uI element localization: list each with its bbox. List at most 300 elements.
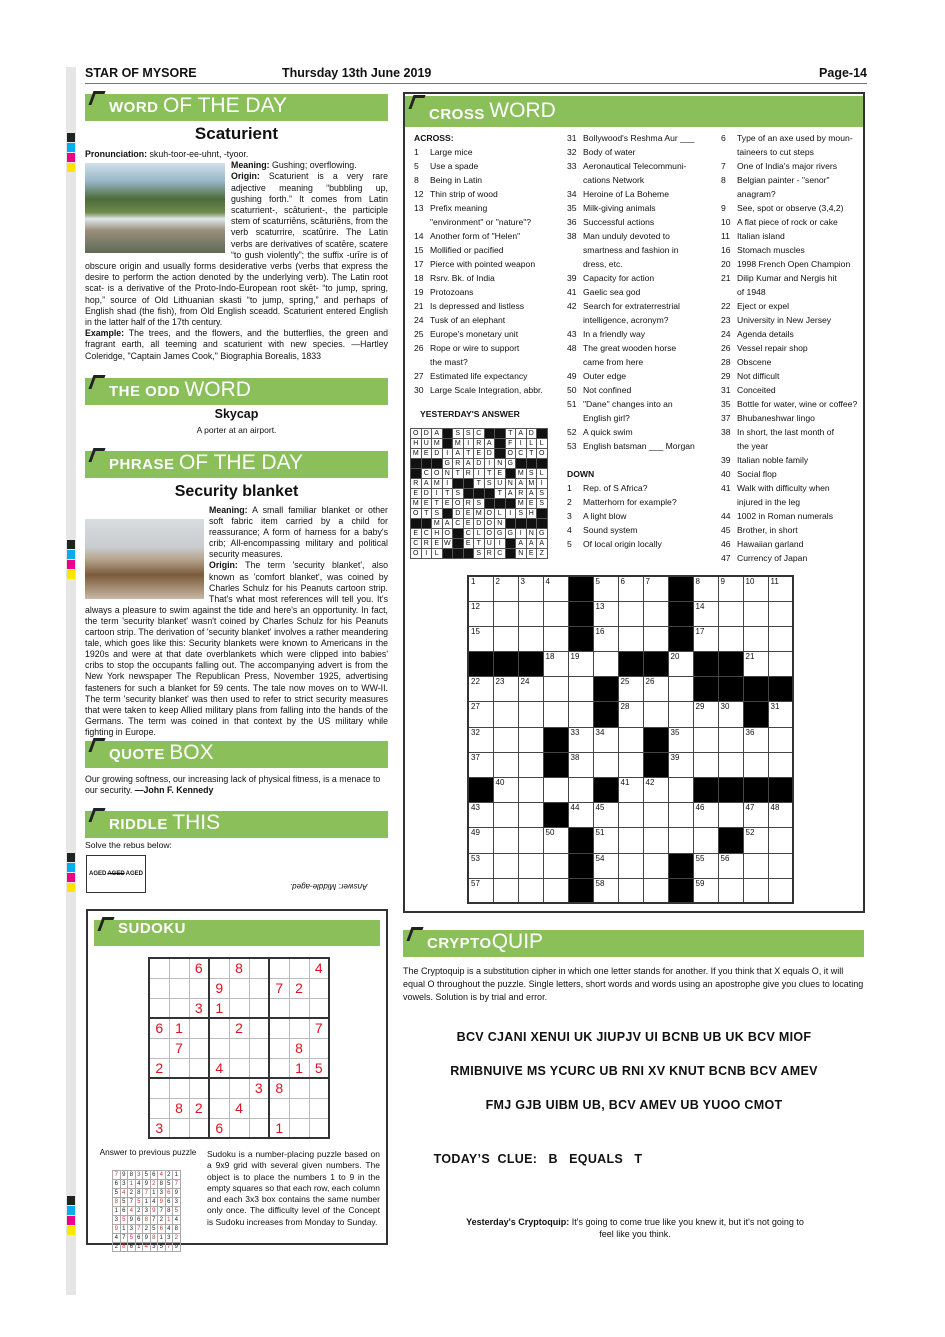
sudoku-answer-cell: 9 (158, 1198, 166, 1207)
crossword-cell[interactable] (493, 727, 518, 752)
crossword-cell[interactable]: 51 (593, 828, 618, 853)
crossword-cell[interactable] (518, 626, 543, 651)
crossword-cell[interactable] (518, 727, 543, 752)
sudoku-cell[interactable] (269, 1018, 289, 1038)
clue: 46 Hawaiian garland (721, 539, 804, 549)
crossword-cell[interactable]: 12 (468, 601, 493, 626)
sudoku-cell[interactable] (309, 1038, 329, 1058)
sudoku-cell[interactable] (149, 1038, 169, 1058)
yesterday-cell: H (526, 509, 537, 519)
sudoku-banner: SUDOKU (94, 920, 380, 946)
crossword-cell[interactable] (743, 752, 768, 777)
sudoku-cell[interactable] (269, 1038, 289, 1058)
sudoku-cell[interactable] (209, 1038, 229, 1058)
crossword-cell[interactable]: 25 (618, 677, 643, 702)
sudoku-cell[interactable] (249, 958, 269, 978)
crossword-cell[interactable] (693, 828, 718, 853)
phrase-photo (85, 519, 204, 599)
yesterday-cell: E (463, 519, 474, 529)
crossword-cell[interactable] (618, 601, 643, 626)
crossword-cell[interactable] (643, 803, 668, 828)
crossword-black-cell (668, 576, 693, 601)
crossword-cell[interactable]: 29 (693, 702, 718, 727)
crossword-cell[interactable] (518, 702, 543, 727)
sudoku-cell[interactable] (169, 1078, 189, 1098)
crossword-cell[interactable] (768, 853, 793, 878)
sudoku-cell[interactable] (189, 1058, 209, 1078)
sudoku-cell[interactable]: 3 (249, 1078, 269, 1098)
crossword-cell[interactable] (668, 828, 693, 853)
crossword-black-cell (693, 677, 718, 702)
sudoku-cell[interactable] (209, 1018, 229, 1038)
sudoku-cell[interactable]: 6 (209, 1118, 229, 1138)
down-column (721, 131, 863, 565)
crossword-cell[interactable] (493, 853, 518, 878)
crossword-cell[interactable] (718, 727, 743, 752)
sudoku-cell[interactable] (189, 1038, 209, 1058)
crossword-cell[interactable]: 46 (693, 803, 718, 828)
crossword-cell[interactable] (518, 828, 543, 853)
crossword-cell[interactable]: 41 (618, 778, 643, 803)
crossword-cell[interactable] (768, 626, 793, 651)
crossword-cell[interactable] (493, 878, 518, 903)
crossword-cell[interactable] (718, 626, 743, 651)
crossword-cell[interactable] (493, 803, 518, 828)
crossword-cell[interactable] (568, 677, 593, 702)
crossword-cell[interactable]: 47 (743, 803, 768, 828)
sudoku-cell[interactable] (289, 958, 309, 978)
crossword-cell[interactable] (518, 752, 543, 777)
sudoku-cell[interactable]: 4 (229, 1098, 249, 1118)
crossword-cell[interactable] (618, 853, 643, 878)
yesterday-cell: S (453, 429, 464, 439)
crossword-cell[interactable] (593, 752, 618, 777)
sudoku-cell[interactable] (309, 978, 329, 998)
crossword-cell[interactable]: 43 (468, 803, 493, 828)
crossword-black-cell (743, 778, 768, 803)
sudoku-cell[interactable] (169, 958, 189, 978)
sudoku-answer-cell: 8 (165, 1207, 173, 1216)
clue: 26 Rope or wire to support (414, 343, 520, 353)
sudoku-cell[interactable]: 1 (209, 998, 229, 1018)
crossword-cell[interactable]: 35 (668, 727, 693, 752)
clue: 43 In a friendly way (567, 329, 646, 339)
yesterday-cell: E (421, 499, 432, 509)
sudoku-cell[interactable]: 2 (229, 1018, 249, 1038)
crossword-cell[interactable] (493, 626, 518, 651)
yesterday-cell: M (516, 499, 527, 509)
sudoku-cell[interactable] (189, 978, 209, 998)
sudoku-cell[interactable] (209, 1078, 229, 1098)
clue: 51 "Dane" changes into an (567, 399, 673, 409)
yesterday-cell (411, 459, 422, 469)
yesterday-cell: W (443, 540, 451, 547)
sudoku-cell[interactable]: 7 (309, 1018, 329, 1038)
yesterday-cell (453, 529, 464, 539)
crossword-cell[interactable]: 7 (643, 576, 668, 601)
crossword-cell[interactable] (643, 601, 668, 626)
sudoku-cell[interactable] (249, 1018, 269, 1038)
crossword-cell[interactable]: 31 (768, 702, 793, 727)
yesterday-cell: S (432, 509, 443, 519)
sudoku-cell[interactable] (169, 978, 189, 998)
crossword-cell[interactable] (693, 727, 718, 752)
crossword-cell[interactable]: 15 (468, 626, 493, 651)
cipher-line-3: FMJ GJB UIBM UB, BCV AMEV UB YUOO CMOT (485, 1098, 783, 1112)
crossword-cell[interactable]: 22 (468, 677, 493, 702)
crossword-cell[interactable] (718, 601, 743, 626)
crossword-cell[interactable] (743, 626, 768, 651)
crossword-cell[interactable] (618, 828, 643, 853)
clue: 25 Europe's monetary unit (414, 329, 519, 339)
sudoku-cell[interactable] (289, 1098, 309, 1118)
crossword-cell[interactable]: 45 (593, 803, 618, 828)
crossword-cell[interactable]: 18 (543, 652, 568, 677)
sudoku-answer-cell: 1 (128, 1180, 136, 1189)
clue: 39 Italian noble family (721, 455, 809, 465)
sudoku-cell[interactable] (249, 998, 269, 1018)
sudoku-cell[interactable] (289, 1018, 309, 1038)
crossword-cell[interactable] (768, 878, 793, 903)
crossword-cell[interactable]: 32 (468, 727, 493, 752)
yesterday-cell: O (432, 469, 443, 479)
crossword-cell[interactable] (493, 752, 518, 777)
sudoku-cell[interactable]: 1 (289, 1058, 309, 1078)
crossword-cell[interactable]: 34 (593, 727, 618, 752)
crossword-cell[interactable]: 42 (643, 778, 668, 803)
crossword-cell[interactable]: 54 (593, 853, 618, 878)
sudoku-answer-cell: 6 (113, 1180, 121, 1189)
crossword-cell[interactable] (693, 752, 718, 777)
crossword-cell[interactable]: 57 (468, 878, 493, 903)
crossword-cell[interactable]: 37 (468, 752, 493, 777)
sudoku-answer-cell: 8 (143, 1216, 151, 1225)
sudoku-cell[interactable] (229, 1118, 249, 1138)
yesterday-cell: H (411, 439, 422, 449)
crossword-cell[interactable] (768, 601, 793, 626)
crossword-black-cell (643, 727, 668, 752)
sudoku-cell[interactable] (229, 978, 249, 998)
sudoku-cell[interactable]: 2 (149, 1058, 169, 1078)
sudoku-cell[interactable] (289, 998, 309, 1018)
sudoku-cell[interactable] (149, 978, 169, 998)
sudoku-cell[interactable]: 1 (269, 1118, 289, 1138)
yesterday-cell: E (526, 549, 537, 559)
crossword-cell[interactable]: 48 (768, 803, 793, 828)
sudoku-cell[interactable]: 6 (149, 1018, 169, 1038)
sudoku-cell[interactable] (249, 1098, 269, 1118)
clue: 50 Not confined (567, 385, 632, 395)
sudoku-cell[interactable]: 2 (289, 978, 309, 998)
down-title: DOWN (567, 469, 595, 479)
clue: 27 Estimated life expectancy (414, 371, 528, 381)
crossword-cell[interactable]: 9 (718, 576, 743, 601)
yesterday-cell: M (432, 519, 443, 529)
sudoku-cell[interactable] (229, 1058, 249, 1078)
sudoku-cell[interactable] (249, 1058, 269, 1078)
crossword-cell[interactable]: 26 (643, 677, 668, 702)
sudoku-cell[interactable] (149, 1098, 169, 1118)
crossword-cell[interactable] (618, 752, 643, 777)
crossword-cell[interactable]: 58 (593, 878, 618, 903)
sudoku-cell[interactable]: 7 (169, 1038, 189, 1058)
sudoku-cell[interactable] (169, 1118, 189, 1138)
sudoku-cell[interactable]: 8 (289, 1038, 309, 1058)
crossword-cell[interactable] (543, 702, 568, 727)
crossword-cell[interactable] (643, 853, 668, 878)
crossword-cell[interactable] (643, 626, 668, 651)
clue: 31 Bollywood's Reshma Aur ___ (567, 133, 695, 143)
sudoku-cell[interactable]: 4 (209, 1058, 229, 1078)
sudoku-cell[interactable]: 9 (209, 978, 229, 998)
crossword-cell[interactable] (543, 878, 568, 903)
crossword-cell[interactable]: 38 (568, 752, 593, 777)
crossword-cell[interactable]: 49 (468, 828, 493, 853)
yesterday-cell: I (516, 529, 527, 539)
clue: 17 Pierce with pointed weapon (414, 259, 536, 269)
crossword-cell[interactable]: 23 (493, 677, 518, 702)
crossword-cell[interactable]: 20 (668, 652, 693, 677)
crossword-cell[interactable]: 2 (493, 576, 518, 601)
yesterday-cell (505, 499, 516, 509)
sudoku-answer-cell: 3 (135, 1171, 143, 1180)
crossword-cell[interactable]: 4 (543, 576, 568, 601)
sudoku-cell[interactable]: 3 (149, 1118, 169, 1138)
crossword-cell[interactable] (568, 702, 593, 727)
crossword-cell[interactable]: 16 (593, 626, 618, 651)
yesterday-cell: E (463, 509, 474, 519)
across-column-2 (567, 131, 715, 551)
crossword-black-cell (568, 828, 593, 853)
crossword-cell[interactable]: 19 (568, 652, 593, 677)
cipher-line-2: RMIBNUIVE MS YCURC UB RNI XV KNUT BCNB BCV AMEV (450, 1064, 818, 1078)
crossword-cell[interactable]: 8 (693, 576, 718, 601)
crossword-cell[interactable]: 27 (468, 702, 493, 727)
crossword-cell[interactable] (718, 803, 743, 828)
riddle-answer: Answer: Middle-aged. (290, 882, 368, 891)
crossword-cell[interactable] (668, 702, 693, 727)
sudoku-cell[interactable] (309, 998, 329, 1018)
sudoku-cell[interactable] (269, 1058, 289, 1078)
crossword-cell[interactable]: 17 (693, 626, 718, 651)
sudoku-cell[interactable]: 1 (169, 1018, 189, 1038)
word-body: Pronunciation: skuh-toor-ee-uhnt, -tyoor. Meaning: Gushing; overflowing. Origin: Scaturient is a very rare adjective meaning “bubbling up, gushing forth.” It comes from Latin scaturrient-, scāturient-, the participle stem of scaturriēns, scāturiēns, from the verb scaturrire, scatūrire. The Latin verbs are derivatives of scatēre, scatere “to gush violently”; the suffix -urīre is of obscure origin and usually forms desiderative verbs (verbs that express the desire to perform the action denoted by the underlying verb). The Latin root scat- is a derivative of the Proto-Indo-European root skēt- “to jump, spring, hop,” source of Old Lithuanian skasti “to jump, spring,” and perhaps of English shad (the fish), from Old English sceadd. Scaturient entered English in the latter half of the 17th century. Example: The trees, and the flowers, and the butterflies, the green and fragrant earth, all teeming and scaturient with new species. —Hartley Coleridge, "Captain James Cook," Biographia Borealis, 1833 (85, 149, 388, 361)
sudoku-cell[interactable] (269, 1098, 289, 1118)
sudoku-cell[interactable] (209, 958, 229, 978)
crossword-cell[interactable]: 44 (568, 803, 593, 828)
sudoku-cell[interactable]: 8 (169, 1098, 189, 1118)
sudoku-cell[interactable] (229, 998, 249, 1018)
clue: 18 Rsrv. Bk. of India (414, 273, 495, 283)
crossword-cell[interactable]: 3 (518, 576, 543, 601)
crossword-cell[interactable]: 14 (693, 601, 718, 626)
sudoku-answer-cell: 8 (128, 1171, 136, 1180)
crossword-cell[interactable]: 39 (668, 752, 693, 777)
crossword-cell[interactable]: 33 (568, 727, 593, 752)
crossword-cell[interactable] (543, 778, 568, 803)
clue: 30 Large Scale Integration, abbr. (414, 385, 543, 395)
crossword-cell[interactable] (643, 828, 668, 853)
crossword-cell[interactable]: 24 (518, 677, 543, 702)
crossword-cell[interactable] (543, 853, 568, 878)
crossword-cell[interactable] (518, 853, 543, 878)
sudoku-cell[interactable]: 8 (269, 1078, 289, 1098)
clue: 4 Sound system (567, 525, 638, 535)
crossword-cell[interactable] (643, 702, 668, 727)
crossword-cell[interactable]: 53 (468, 853, 493, 878)
crossword-cell[interactable] (518, 778, 543, 803)
crossword-cell[interactable]: 13 (593, 601, 618, 626)
sudoku-answer-cell: 9 (143, 1234, 151, 1243)
crossword-cell[interactable] (668, 803, 693, 828)
crossword-cell[interactable]: 28 (618, 702, 643, 727)
sudoku-cell[interactable] (269, 998, 289, 1018)
yesterday-cell: T (474, 479, 485, 489)
sudoku-cell[interactable] (209, 1098, 229, 1118)
issue-date: Thursday 13th June 2019 (282, 66, 432, 80)
crossword-black-cell (768, 778, 793, 803)
sudoku-cell[interactable] (229, 1038, 249, 1058)
crossword-cell[interactable] (543, 677, 568, 702)
crossword-cell[interactable] (768, 752, 793, 777)
yesterday-cell: M (474, 509, 485, 519)
crossword-cell[interactable]: 52 (743, 828, 768, 853)
sudoku-cell[interactable]: 4 (309, 958, 329, 978)
sudoku-cell[interactable] (249, 978, 269, 998)
crossword-cell[interactable] (568, 778, 593, 803)
sudoku-cell[interactable] (249, 1038, 269, 1058)
clue: smartness and fashion in (583, 245, 679, 255)
sudoku-answer-cell: 7 (128, 1198, 136, 1207)
crossword-cell[interactable] (618, 878, 643, 903)
crossword-cell[interactable] (668, 677, 693, 702)
sudoku-cell[interactable] (309, 1118, 329, 1138)
yesterday-cell: A (505, 489, 516, 499)
sudoku-cell[interactable] (309, 1078, 329, 1098)
crossword-cell[interactable]: 6 (618, 576, 643, 601)
sudoku-cell[interactable] (289, 1118, 309, 1138)
yesterday-cell: U (495, 479, 506, 489)
crossword-cell[interactable]: 40 (493, 778, 518, 803)
sudoku-grid (148, 957, 330, 1139)
sudoku-cell[interactable]: 8 (229, 958, 249, 978)
yesterday-cell: N (495, 519, 506, 529)
clue: 49 Outer edge (567, 371, 626, 381)
crossword-black-cell (493, 652, 518, 677)
yesterday-cell (453, 539, 464, 549)
sudoku-answer-cell: 9 (173, 1189, 181, 1198)
yesterday-cell (537, 429, 548, 439)
crossword-cell[interactable] (643, 878, 668, 903)
sudoku-cell[interactable] (189, 1018, 209, 1038)
crossword-cell[interactable]: 55 (693, 853, 718, 878)
crossword-cell[interactable]: 59 (693, 878, 718, 903)
clue: 12 Thin strip of wood (414, 189, 498, 199)
crossword-cell[interactable] (743, 601, 768, 626)
yesterday-cell (442, 549, 453, 559)
yesterday-cell (463, 479, 474, 489)
crossword-cell[interactable] (718, 878, 743, 903)
sudoku-cell[interactable] (149, 998, 169, 1018)
yesterday-cryptoquip: Yesterday's Cryptoquip: It's going to come true like you knew it, but it's not going to feel like you think. (466, 1217, 804, 1239)
sudoku-cell[interactable] (149, 1078, 169, 1098)
crossword-cell[interactable] (668, 778, 693, 803)
sudoku-cell[interactable]: 3 (189, 998, 209, 1018)
crossword-cell[interactable]: 30 (718, 702, 743, 727)
sudoku-cell[interactable]: 5 (309, 1058, 329, 1078)
sudoku-cell[interactable] (169, 1058, 189, 1078)
crossword-cell[interactable]: 11 (768, 576, 793, 601)
sudoku-cell[interactable] (289, 1078, 309, 1098)
crossword-cell[interactable] (493, 828, 518, 853)
across-title: ACROSS: (414, 133, 454, 143)
yesterday-cell: S (526, 469, 537, 479)
sudoku-cell[interactable] (169, 998, 189, 1018)
crossword-cell[interactable] (743, 878, 768, 903)
clue: 1 Rep. of S Africa? (567, 483, 648, 493)
crossword-grid[interactable] (467, 575, 794, 904)
crossword-cell[interactable] (543, 626, 568, 651)
sudoku-cell[interactable]: 2 (189, 1098, 209, 1118)
crossword-cell[interactable] (493, 601, 518, 626)
yesterday-cell (484, 429, 495, 439)
sudoku-cell[interactable] (229, 1078, 249, 1098)
phrase-banner: PHRASE OF THE DAY (85, 451, 388, 478)
clue: 53 English batsman ___ Morgan (567, 441, 695, 451)
clue: 45 Brother, in short (721, 525, 798, 535)
sudoku-cell[interactable] (249, 1118, 269, 1138)
sudoku-cell[interactable]: 7 (269, 978, 289, 998)
crossword-cell[interactable]: 56 (718, 853, 743, 878)
yesterday-cell: R (411, 479, 422, 489)
crossword-cell[interactable] (593, 652, 618, 677)
sudoku-answer-cell: 2 (150, 1180, 158, 1189)
crossword-cell[interactable]: 50 (543, 828, 568, 853)
crossword-cell[interactable] (518, 878, 543, 903)
crossword-cell[interactable] (768, 727, 793, 752)
yesterday-cell: D (526, 429, 537, 439)
crossword-cell[interactable] (518, 803, 543, 828)
crossword-cell[interactable] (743, 853, 768, 878)
crossword-cell[interactable] (493, 702, 518, 727)
crossword-cell[interactable] (518, 601, 543, 626)
yesterday-cell: M (516, 469, 527, 479)
clue: 34 Heroine of La Boheme (567, 189, 669, 199)
crossword-cell[interactable] (768, 652, 793, 677)
crossword-cell[interactable]: 1 (468, 576, 493, 601)
crossword-cell[interactable]: 10 (743, 576, 768, 601)
sudoku-answer-cell: 2 (143, 1225, 151, 1234)
crossword-cell[interactable] (768, 828, 793, 853)
sudoku-cell[interactable]: 6 (189, 958, 209, 978)
sudoku-answer-cell: 6 (120, 1207, 128, 1216)
sudoku-cell[interactable] (189, 1078, 209, 1098)
crossword-cell[interactable] (718, 752, 743, 777)
crossword-cell[interactable] (618, 727, 643, 752)
yesterday-cell: D (474, 519, 485, 529)
crossword-cell[interactable]: 5 (593, 576, 618, 601)
crossword-cell[interactable]: 21 (743, 652, 768, 677)
sudoku-cell[interactable] (189, 1118, 209, 1138)
yesterday-cell: O (484, 509, 495, 519)
crossword-cell[interactable] (618, 626, 643, 651)
crossword-cell[interactable]: 36 (743, 727, 768, 752)
crossword-cell[interactable] (618, 803, 643, 828)
sudoku-cell[interactable] (149, 958, 169, 978)
crossword-cell[interactable] (543, 601, 568, 626)
sudoku-cell[interactable] (309, 1098, 329, 1118)
sudoku-cell[interactable] (269, 958, 289, 978)
